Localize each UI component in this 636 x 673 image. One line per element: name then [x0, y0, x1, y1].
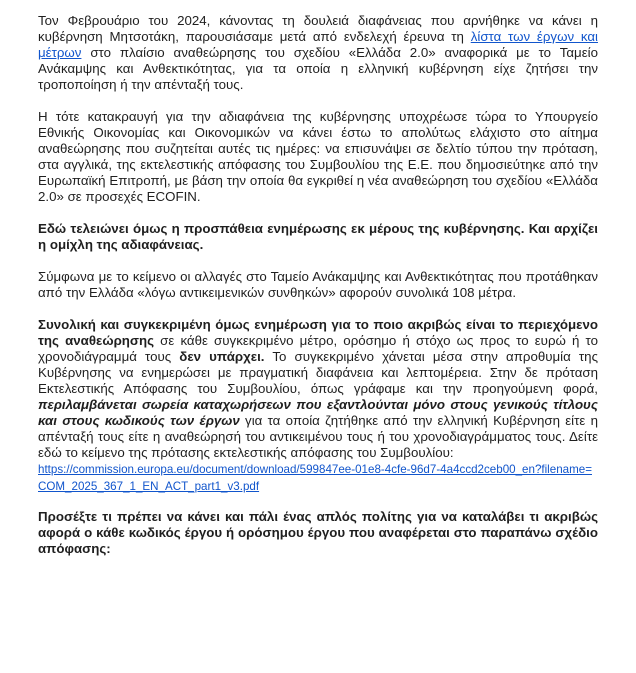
bold-text-1: Συνολική και συγκεκριμένη όμως ενημέρωση για το ποιο ακριβώς είναι το περιεχόμενο της αναθεώρησης — [38, 317, 598, 348]
projects-list-link[interactable]: λίστα των έργων και μέτρων — [38, 29, 598, 60]
text-3: για τα οποία ζητήθηκε από την ελληνική Κυβέρνηση είτε η απένταξή τους είτε η αναθεώρησή του αντικειμένου τους ή του χρονοδιαγράμματος τους. Δείτε εδώ το κείμενο της πρότασης εκτελεστικής απόφασης του Συμβουλίου: — [38, 413, 598, 460]
bold-text-2: δεν υπάρχει. — [179, 349, 265, 364]
paragraph-citizen-heading: Προσέξτε τι πρέπει να κάνει και πάλι ένας απλός πολίτης για να καταλάβει τι ακριβώς αφορά ο κάθε κωδικός έργου ή ορόσημου έργου που αναφέρεται στο παραπάνω σχέδιο απόφασης: — [38, 509, 598, 556]
paragraph-ministry: Η τότε κατακραυγή για την αδιαφάνεια της κυβέρνησης υποχρέωσε τώρα το Υπουργείο Εθνικής Οικονομίας και Οικονομικών να κάνει έστω το απολύτως ελάχιστο στο αίτημα αναθεώρησης που συζητείται αυτές τις ημέρες: να επισυνάψει σε δελτίο τύπου την πρόταση, στα αγγλικά, της εκτελεστικής απόφασης του Συμβουλίου της Ε.Ε. που δημοσιεύτηκε από την Ευρωπαϊκή Επιτροπή, με βάση την οποία θα εγκριθεί η νέα αναθεώρηση του σχεδίου «Ελλάδα 2.0» σε προσεχές ECOFIN. — [38, 109, 598, 204]
paragraph-fog-heading: Εδώ τελειώνει όμως η προσπάθεια ενημέρωσης εκ μέρους της κυβέρνησης. Και αρχίζει η ομίχλη της αδιαφάνειας. — [38, 221, 598, 252]
text-2: Το συγκεκριμένο χάνεται μέσα στην απροθυμία της Κυβέρνησης να ενημερώσει με πραγματική διαφάνεια και λεπτομέρεια. Στην δε πρόταση Εκτελεστικής Απόφασης του Συμβουλίου, όπως γράφαμε και την προηγούμενη φορά, — [38, 349, 598, 396]
intro-text-after: στο πλαίσιο αναθεώρησης του σχεδίου «Ελλάδα 2.0» αναφορικά με το Ταμείο Ανάκαμψης και Ανθεκτικότητας, για τα οποία η ελληνική κυβέρνηση είχε ζητήσει την τροποποίηση ή την απένταξή τους. — [38, 45, 598, 92]
paragraph-intro — [38, 13, 598, 93]
commission-document-link[interactable]: https://commission.europa.eu/document/download/599847ee-01e8-4cfe-96d7-4a4ccd2ceb00_en?filename=COM_2025_367_1_EN_ACT_part1_v3.pdf — [38, 463, 592, 493]
intro-text-before: Τον Φεβρουάριο του 2024, κάνοντας τη δουλειά διαφάνειας που αρνήθηκε να κάνει η κυβέρνηση Μητσοτάκη, παρουσιάσαμε μετά από ενδελεχή έρευνα τη — [38, 13, 598, 44]
paragraph-no-info — [38, 317, 598, 495]
paragraph-108-measures: Σύμφωνα με το κείμενο οι αλλαγές στο Ταμείο Ανάκαμψης και Ανθεκτικότητας που προτάθηκαν από την Ελλάδα «λόγω αντικειμενικών συνθηκών» αφορούν συνολικά 108 μέτρα. — [38, 269, 598, 300]
text-1: σε κάθε συγκεκριμένο μέτρο, ορόσημο ή στόχο ως προς το ευρώ ή το χρονοδιάγραμμά τους — [38, 333, 598, 364]
bold-italic-text-3: περιλαμβάνεται σωρεία καταχωρήσεων που εξαντλούνται μόνο στους γενικούς τίτλους και στους κωδικούς των έργων — [38, 397, 598, 428]
